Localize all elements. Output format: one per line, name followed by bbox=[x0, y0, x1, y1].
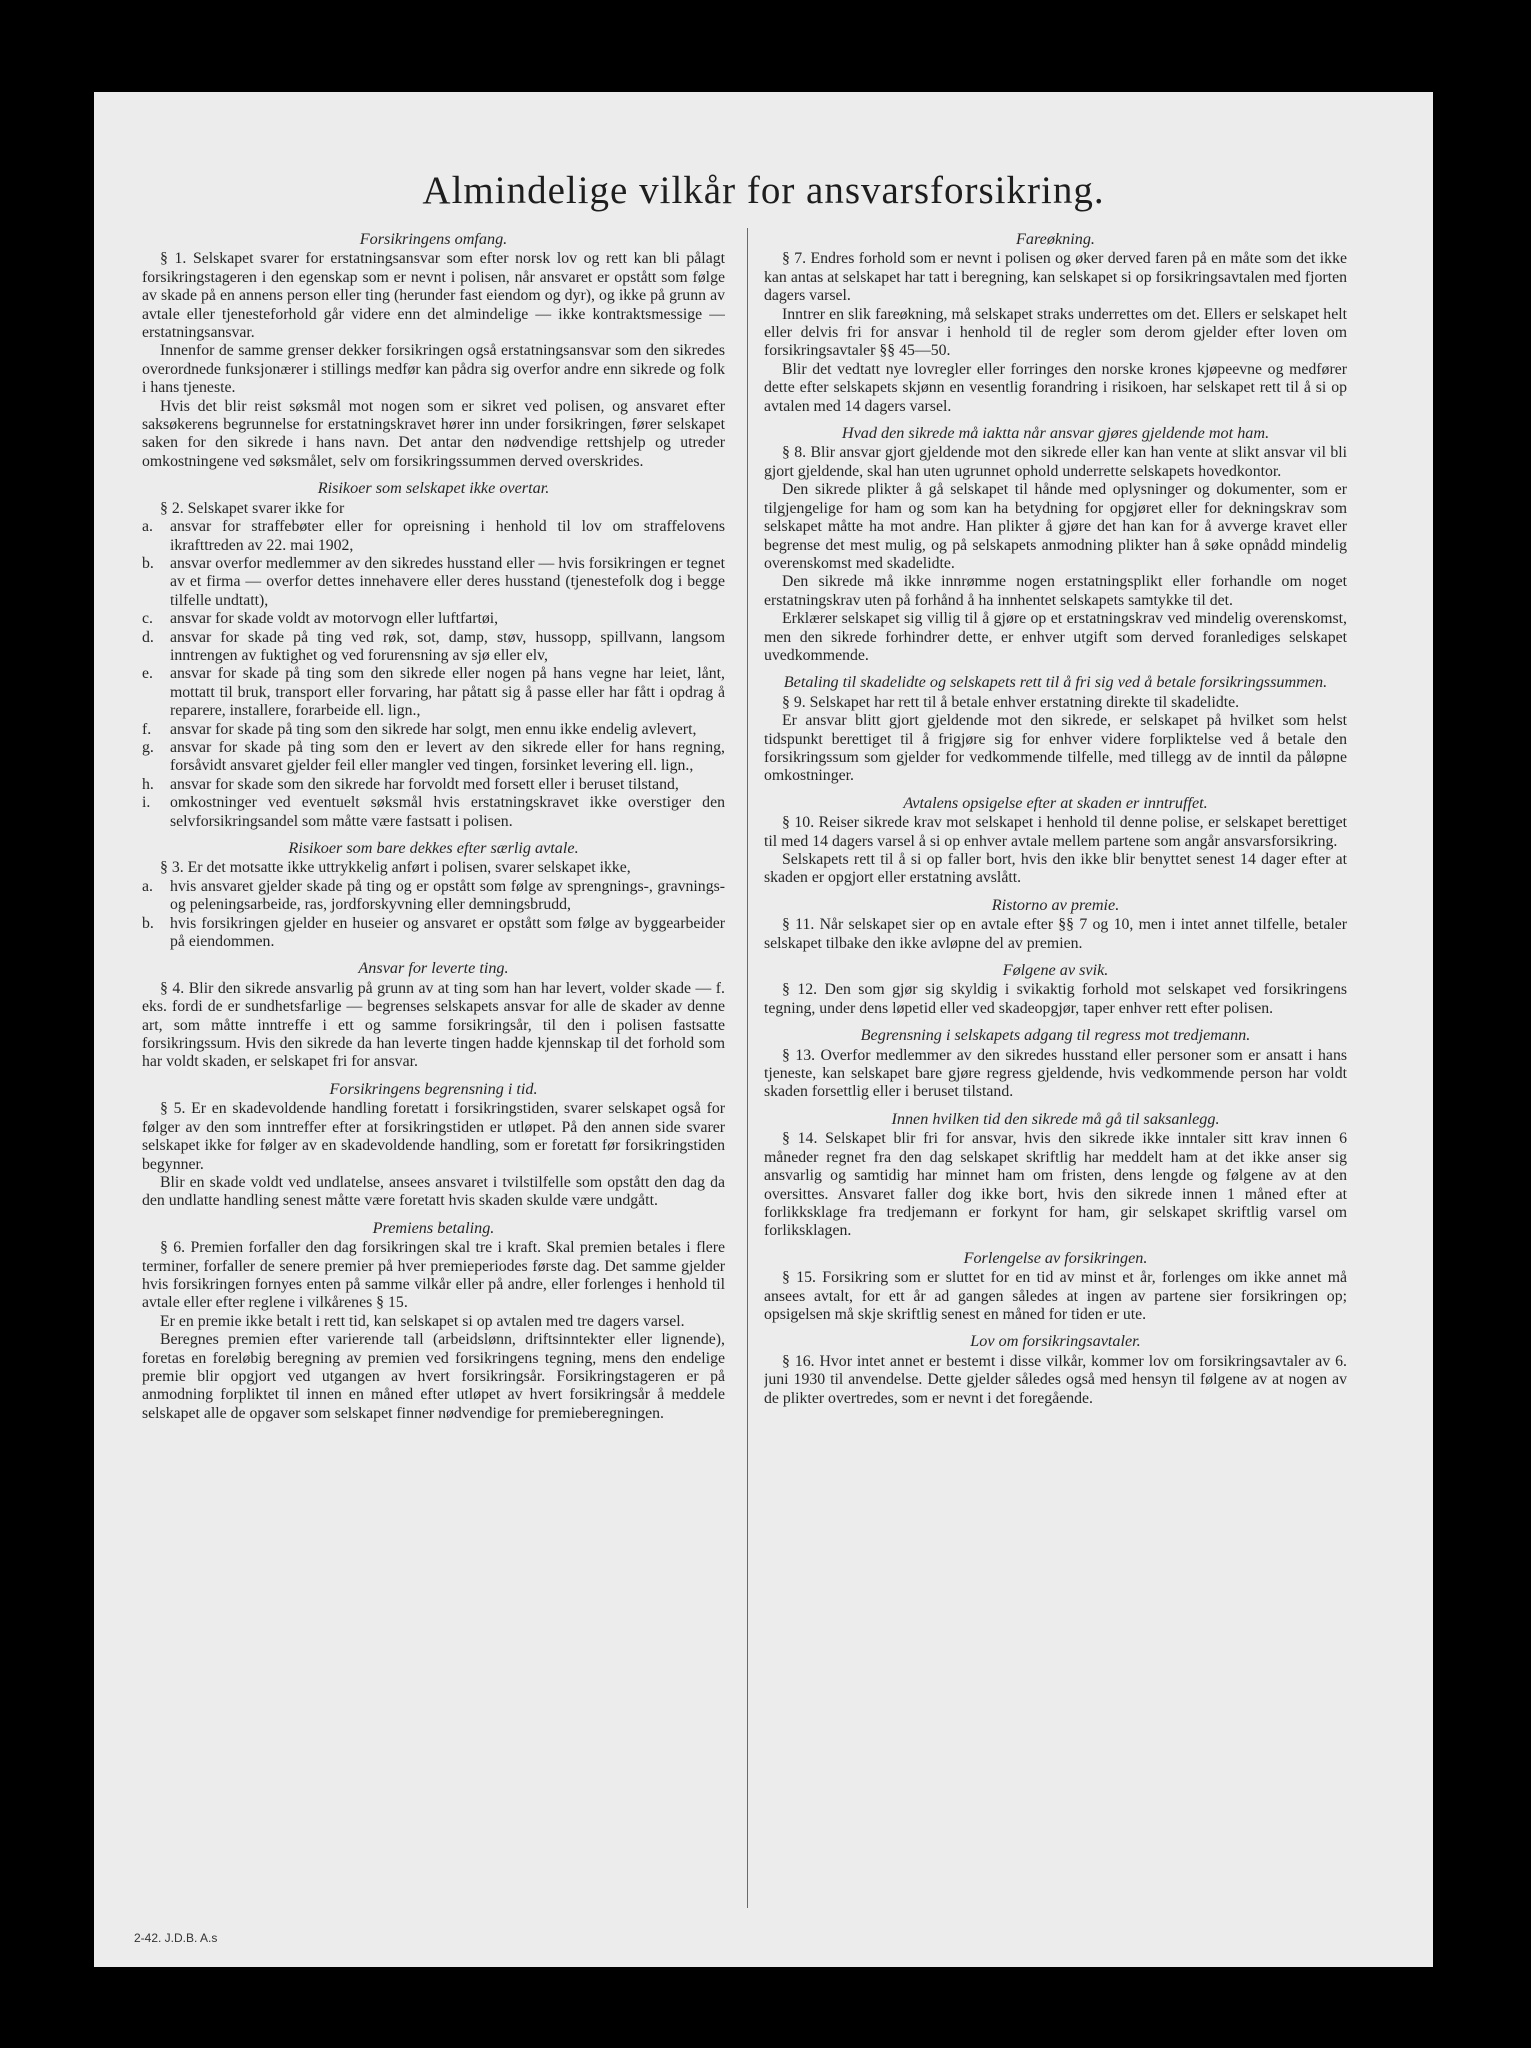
paragraph: § 6. Premien forfaller den dag forsikringen skal tre i kraft. Skal premien betales i flere terminer, forfaller de senere premier på hver premieperiodes første dag. Det samme gjelder hvis forsikringen fornyes enten på samme vilkår eller på andre, eller forlenges i henhold til avtale eller efter reglene i vilkårenes § 15. bbox=[142, 1239, 725, 1312]
paragraph: Blir det vedtatt nye lovregler eller forringes den norske krones kjøpeevne og medfører dette efter selskapets skjønn en vesentlig forandring i risikoen, har selskapet rett til å si op avtalen med 14 dagers varsel. bbox=[764, 360, 1347, 415]
section bbox=[142, 839, 725, 951]
lettered-list bbox=[142, 878, 725, 952]
list-item bbox=[142, 739, 725, 776]
list-item-letter: h. bbox=[142, 775, 154, 793]
list-item-text: ansvar for skade på ting som den sikrede eller nogen på hans vegne har leiet, lånt, mottatt til bruk, transport eller forvaring, har påtatt sig å passe eller har fått i opdrag å reparere, installere, forarbeide ell. lign., bbox=[170, 665, 725, 720]
page-title: Almindelige vilkår for ansvarsforsikring. bbox=[422, 169, 1105, 212]
paragraph: § 12. Den som gjør sig skyldig i svikaktig forhold mot selskapet ved forsikringens tegning, under dens løpetid eller ved skadeopgjør, taper enhver rett efter polisen. bbox=[764, 981, 1347, 1017]
paragraph: § 2. Selskapet svarer ikke for bbox=[160, 499, 345, 517]
column-divider bbox=[747, 228, 748, 1908]
section-heading: Avtalens opsigelse efter at skaden er inntruffet. bbox=[903, 793, 1208, 812]
section-heading: Lov om forsikringsavtaler. bbox=[970, 1332, 1141, 1351]
printer-imprint: 2-42. J.D.B. A.s bbox=[134, 1931, 218, 1945]
list-item-letter: f. bbox=[142, 720, 152, 738]
section-heading: Begrensning i selskapets adgang til regress mot tredjemann. bbox=[860, 1026, 1251, 1045]
list-item-text: ansvar for straffebøter eller for opreisning i henhold til lov om straffelovens ikrafttreden av 22. mai 1902, bbox=[170, 518, 725, 554]
section bbox=[764, 1332, 1347, 1408]
paragraph: § 1. Selskapet svarer for erstatningsansvar som efter norsk lov og rett kan bli pålagt forsikringstageren i den egenskap som er nevnt i polisen, når ansvaret er opstått som følge av skade på en annens person eller ting (herunder fast eiendom og dyr), og ikke på grunn av avtale eller tjenesteforhold går videre enn det almindelige — ikke kontraktsmessige — erstatningsansvar. bbox=[142, 250, 725, 342]
document-page bbox=[94, 92, 1433, 1967]
section-heading: Forsikringens begrensning i tid. bbox=[329, 1079, 538, 1098]
paragraph: § 14. Selskapet blir fri for ansvar, hvis den sikrede ikke inntaler sitt krav innen 6 måneder regnet fra den dag selskapet skriftlig har meddelt ham at det ikke anser sig ansvarlig og samtidig har minnet ham om fristen, dens lengde og følgene av at den oversittes. Ansvaret faller dog ikke bort, hvis den sikrede innen 1 måned efter at forlikksklage fra tredjemann er forkynt for ham, gir selskapet skriftlig varsel om forliksklagen. bbox=[764, 1130, 1347, 1240]
list-item-letter: g. bbox=[142, 738, 154, 756]
paragraph: § 8. Blir ansvar gjort gjeldende mot den sikrede eller kan han vente at slikt ansvar vil bli gjort gjeldende, skal han uten ugrunnet ophold underrette selskapets hovedkontor. bbox=[764, 444, 1347, 480]
list-item bbox=[142, 610, 725, 628]
section-heading: Risikoer som bare dekkes efter særlig avtale. bbox=[288, 839, 579, 857]
paragraph: Den sikrede plikter å gå selskapet til hånde med oplysninger og dokumenter, som er tilgjengelige for ham og som kan ha betydning for opgjøret eller for dekningskrav som selskapet måtte ha mot andre. Han plikter å gjøre det han kan for å avverge kravet eller begrense det mest mulig, og på selskapets anmodning plikter han å søke opnådd mindelig overenskomst med skadelidte. bbox=[764, 481, 1347, 572]
list-item-letter: e. bbox=[142, 665, 153, 683]
list-item bbox=[142, 665, 725, 720]
section-heading: Innen hvilken tid den sikrede må gå til saksanlegg. bbox=[891, 1109, 1220, 1128]
section bbox=[764, 1249, 1347, 1325]
section bbox=[142, 479, 725, 831]
section bbox=[764, 1026, 1347, 1102]
list-item bbox=[142, 915, 725, 952]
list-item-text: ansvar for skade som den sikrede har forvoldt med forsett eller i beruset tilstand, bbox=[170, 775, 679, 793]
list-item-letter: b. bbox=[142, 914, 154, 932]
paragraph: § 7. Endres forhold som er nevnt i polisen og øker derved faren på en måte som det ikke kan antas at selskapet har tatt i beregning, kan selskapet si op forsikringsavtalen med fjorten dagers varsel. bbox=[764, 250, 1347, 305]
paragraph: § 11. Når selskapet sier op en avtale efter §§ 7 og 10, men i intet annet tilfelle, betaler selskapet tilbake den ikke avløpne del av premien. bbox=[764, 916, 1347, 952]
section-heading: Betaling til skadelidte og selskapets rett til å fri sig ved å betale forsikringssummen. bbox=[783, 673, 1328, 692]
list-item-text: hvis ansvaret gjelder skade på ting og er opstått som følge av sprengnings-, gravnings- og peleningsarbeide, ras, jordforskyvning eller demningsbrudd, bbox=[170, 877, 725, 914]
list-item bbox=[142, 721, 725, 739]
paragraph: § 9. Selskapet har rett til å betale enhver erstatning direkte til skadelidte. bbox=[782, 693, 1240, 711]
section bbox=[764, 1110, 1347, 1241]
section bbox=[764, 961, 1347, 1018]
list-item-text: ansvar for skade voldt av motorvogn eller luftfartøi, bbox=[170, 610, 499, 628]
paragraph: § 10. Reiser sikrede krav mot selskapet i henhold til denne polise, er selskapet berettiget til med 14 dagers varsel å si op enhver avtale mellem partene som angår ansvarsforsikring. bbox=[764, 814, 1347, 850]
paragraph: § 3. Er det motsatte ikke uttrykkelig anført i polisen, svarer selskapet ikke, bbox=[160, 859, 631, 877]
list-item-letter: d. bbox=[142, 628, 154, 646]
section bbox=[142, 1080, 725, 1211]
section-heading: Risikoer som selskapet ikke overtar. bbox=[317, 479, 550, 498]
list-item-letter: c. bbox=[142, 610, 153, 628]
section bbox=[142, 959, 725, 1071]
right-column bbox=[764, 224, 1347, 1908]
section bbox=[142, 230, 725, 471]
list-item-text: ansvar for skade på ting ved røk, sot, damp, støv, hussopp, spillvann, langsom inntrengen av fuktighet og ved forurensning av sjø eller elv, bbox=[170, 628, 725, 664]
paragraph: Er en premie ikke betalt i rett tid, kan selskapet si op avtalen med tre dagers varsel. bbox=[160, 1312, 685, 1330]
list-item bbox=[142, 878, 725, 915]
list-item-text: hvis forsikringen gjelder en huseier og ansvaret er opstått som følge av byggearbeider på eiendommen. bbox=[170, 914, 725, 951]
list-item bbox=[142, 629, 725, 666]
list-item-text: omkostninger ved eventuelt søksmål hvis erstatningskravet ikke overstiger den selvforsikringsandel som måtte være fastsatt i polisen. bbox=[170, 794, 725, 830]
list-item bbox=[142, 776, 725, 794]
list-item-text: ansvar for skade på ting som den sikrede har solgt, men ennu ikke endelig avlevert, bbox=[170, 720, 697, 738]
section bbox=[764, 230, 1347, 416]
paragraph: § 13. Overfor medlemmer av den sikredes husstand eller personer som er ansatt i hans tjeneste, kan selskapet bare gjøre regress gjeldende, hvis vedkommende person har voldt skaden forsettlig eller i beruset tilstand. bbox=[764, 1046, 1347, 1101]
list-item bbox=[142, 555, 725, 610]
section-heading: Premiens betaling. bbox=[372, 1218, 495, 1237]
list-item-letter: i. bbox=[142, 794, 151, 812]
paragraph: Beregnes premien efter varierende tall (arbeidslønn, driftsinntekter eller lignende), foretas en foreløbig beregning av premien ved forsikringens tegning, mens den endelige premie blir opgjort ved utgangen av hvert forsikringsår. Forsikringstageren er på anmodning forpliktet til innen en måned efter utløpet av hvert forsikringsår å meddele selskapet alle de opgaver som selskapet finner nødvendige for premieberegningen. bbox=[142, 1331, 725, 1422]
section-heading: Hvad den sikrede må iaktta når ansvar gjøres gjeldende mot ham. bbox=[841, 424, 1270, 443]
paragraph: Blir en skade voldt ved undlatelse, ansees ansvaret i tvilstilfelle som opstått den dag da den undlatte handling senest måtte være foretatt hvis skaden skulde være undgått. bbox=[142, 1173, 725, 1210]
list-item-letter: a. bbox=[142, 877, 153, 895]
list-item bbox=[142, 518, 725, 555]
section-heading: Følgene av svik. bbox=[1002, 961, 1109, 980]
section-heading: Forlengelse av forsikringen. bbox=[963, 1248, 1148, 1267]
section bbox=[764, 673, 1347, 785]
list-item-letter: b. bbox=[142, 554, 154, 572]
paragraph: Selskapets rett til å si op faller bort, hvis den ikke blir benyttet senest 14 dager efter at skaden er opgjort eller erstatning avslått. bbox=[764, 851, 1347, 887]
left-column bbox=[142, 224, 725, 1908]
lettered-list bbox=[142, 518, 725, 831]
section-heading: Forsikringens omfang. bbox=[359, 230, 508, 248]
paragraph: Innenfor de samme grenser dekker forsikringen også erstatningsansvar som den sikredes overordnede funksjonærer i stillings medfør kan pådra sig overfor andre enn sikrede og folk i hans tjeneste. bbox=[142, 342, 725, 397]
list-item-text: ansvar overfor medlemmer av den sikredes husstand eller — hvis forsikringen er tegnet av et firma — overfor dettes innehavere eller deres husstand (tjenestefolk dog i begge tilfelle undtatt), bbox=[170, 554, 725, 609]
section bbox=[764, 896, 1347, 953]
section bbox=[142, 1219, 725, 1423]
section bbox=[764, 424, 1347, 665]
paragraph: § 15. Forsikring som er sluttet for en tid av minst et år, forlenges om ikke annet må ansees avtalt, for ett år ad gangen således at ingen av partene sier forsikringen op; opsigelsen må skje skriftlig senest en måned for tiden er ute. bbox=[764, 1269, 1347, 1323]
section-heading: Ristorno av premie. bbox=[991, 895, 1120, 914]
paragraph: Den sikrede må ikke innrømme nogen erstatningsplikt eller forhandle om noget erstatningskrav uten på forhånd å ha innhentet selskapets samtykke til det. bbox=[764, 573, 1347, 609]
paragraph: § 5. Er en skadevoldende handling foretatt i forsikringstiden, svarer selskapet også for følger av den som inntreffer efter at forsikringstiden er utløpet. På den annen side svarer selskapet ikke for følger av en skadevoldende handling, som er foretatt før forsikringstiden begynner. bbox=[142, 1100, 725, 1173]
paragraph: § 4. Blir den sikrede ansvarlig på grunn av at ting som han har levert, volder skade — f. eks. fordi de er sundhetsfarlige — begrenses selskapets ansvar for alle de skader av denne art, som måtte inntreffe i ett og samme forsikringsår, til den i polisen fastsatte forsikringssum. Hvis den sikrede da han leverte tingen hadde kjennskap til det forhold som har voldt skaden, er selskapet fri for ansvar. bbox=[142, 979, 725, 1071]
paragraph: Erklærer selskapet sig villig til å gjøre op et erstatningskrav ved mindelig overenskomst, men den sikrede forhindrer dette, er enhver utgift som derved foranlediges selskapet uvedkommende. bbox=[764, 610, 1347, 664]
section bbox=[764, 794, 1347, 888]
list-item-letter: a. bbox=[142, 518, 153, 536]
paragraph: Inntrer en slik fareøkning, må selskapet straks underrettes om det. Ellers er selskapet helt eller delvis fri for ansvar i henhold til de regler som derom gjelder efter loven om forsikringsavtaler §§ 45—50. bbox=[764, 305, 1347, 360]
paragraph: Er ansvar blitt gjort gjeldende mot den sikrede, er selskapet på hvilket som helst tidspunkt berettiget til å frigjøre sig for enhver videre forpliktelse ved å betale den forsikringssum som gjelder for vedkommende tilfelle, med tillegg av de inntil da påløpne omkostninger. bbox=[764, 712, 1347, 785]
list-item-text: ansvar for skade på ting som den er levert av den sikrede eller for hans regning, forsåvidt ansvaret gjelder feil eller mangler ved tingen, forsinket levering ell. lign., bbox=[170, 738, 725, 775]
section-heading: Fareøkning. bbox=[1016, 230, 1095, 248]
list-item bbox=[142, 794, 725, 831]
paragraph: § 16. Hvor intet annet er bestemt i disse vilkår, kommer lov om forsikringsavtaler av 6. juni 1930 til anvendelse. Dette gjelder således også med hensyn til følgene av at nogen av de plikter overtredes, som er nevnt i det foregående. bbox=[764, 1352, 1347, 1407]
section-heading: Ansvar for leverte ting. bbox=[358, 959, 509, 978]
paragraph: Hvis det blir reist søksmål mot nogen som er sikret ved polisen, og ansvaret efter saksøkerens begrunnelse for erstatningskravet hører inn under forsikringen, fører selskapet saken for den sikrede i hans navn. Det antar den nødvendige rettshjelp og utreder omkostningene ved søksmålet, selv om forsikringssummen derved overskrides. bbox=[142, 397, 725, 470]
